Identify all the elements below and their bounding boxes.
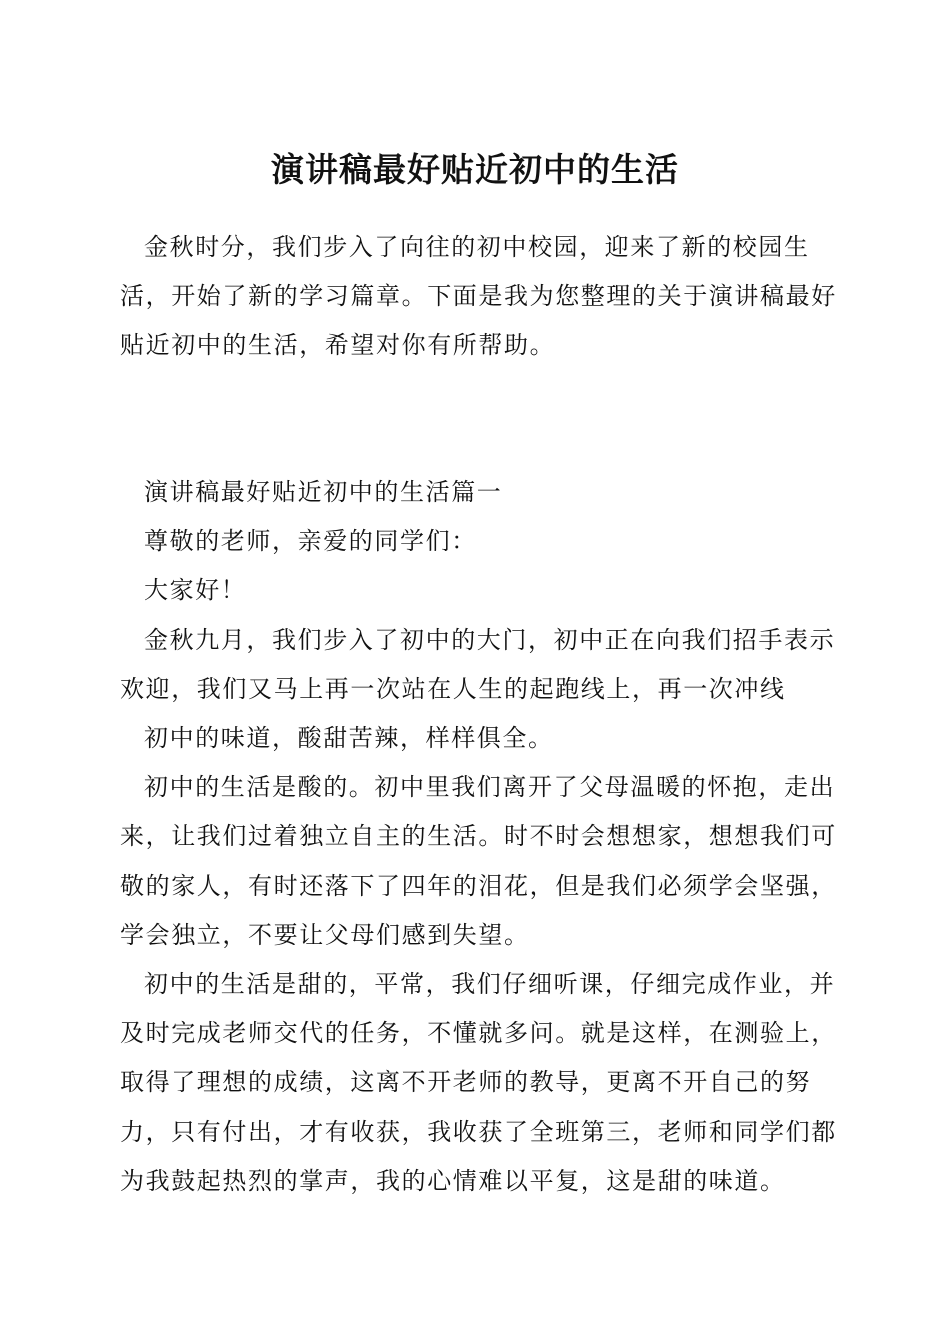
body-paragraph: 初中的生活是酸的。初中里我们离开了父母温暖的怀抱，走出来，让我们过着独立自主的生活。时不时会想想家，想想我们可敬的家人，有时还落下了四年的泪花，但是我们必须学会坚强，学会独立，不要让父母们感到失望。 — [120, 773, 837, 949]
section-heading: 演讲稿最好贴近初中的生活篇一 — [144, 478, 503, 506]
body-paragraph: 初中的味道，酸甜苦辣，样样俱全。 — [144, 724, 554, 753]
document-body — [120, 468, 845, 1206]
intro-paragraph: 金秋时分，我们步入了向往的初中校园，迎来了新的校园生活，开始了新的学习篇章。下面是我为您整理的关于演讲稿最好贴近初中的生活，希望对你有所帮助。 — [120, 233, 837, 359]
document-title: 演讲稿最好贴近初中的生活 — [271, 150, 679, 189]
body-paragraph: 金秋九月，我们步入了初中的大门，初中正在向我们招手表示欢迎，我们又马上再一次站在人生的起跑线上，再一次冲线 — [120, 625, 836, 703]
greeting: 大家好！ — [144, 576, 247, 605]
salutation: 尊敬的老师，亲爱的同学们： — [144, 527, 477, 556]
body-paragraph: 初中的生活是甜的，平常，我们仔细听课，仔细完成作业，并及时完成老师交代的任务，不懂就多问。就是这样，在测验上，取得了理想的成绩，这离不开老师的教导，更离不开自己的努力，只有付出，才有收获，我收获了全班第三，老师和同学们都为我鼓起热烈的掌声，我的心情难以平复，这是甜的味道。 — [120, 970, 837, 1195]
